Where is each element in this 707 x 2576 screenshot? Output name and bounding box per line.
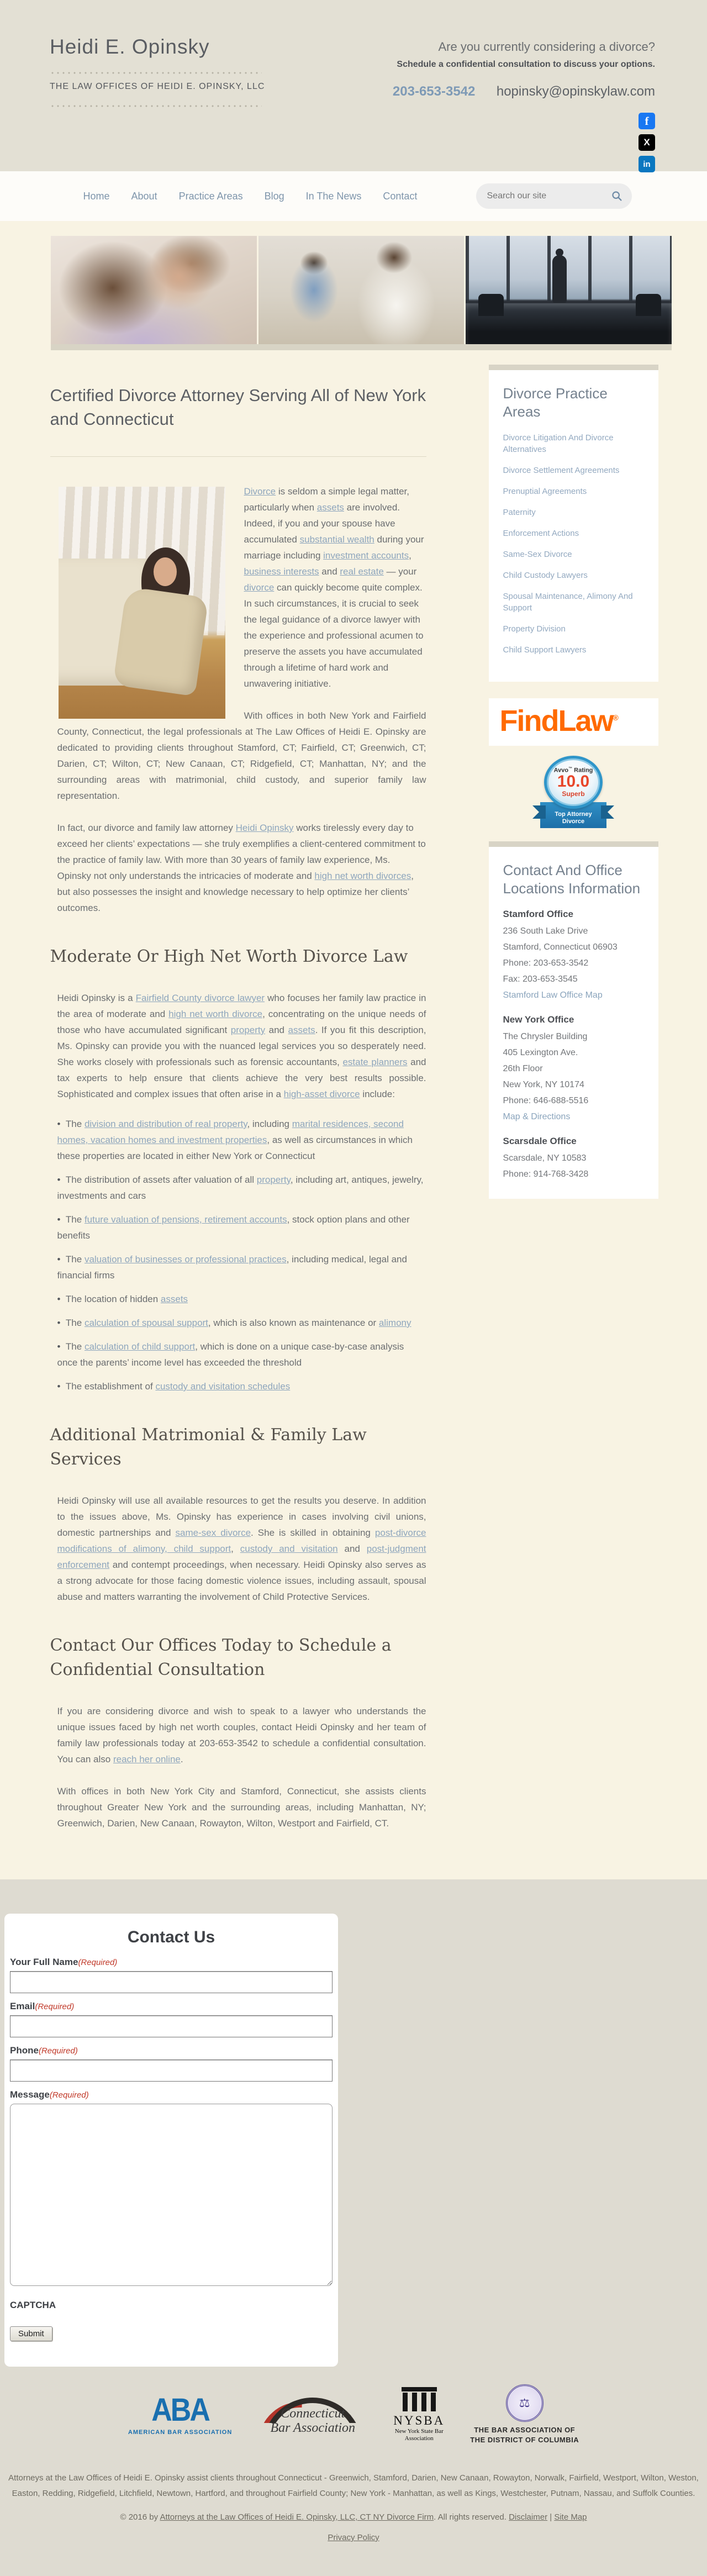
main-content-area	[0, 221, 707, 1879]
sidebar-item-spousal-maintenance[interactable]: Spousal Maintenance, Alimony And Support	[503, 592, 633, 613]
inline-link[interactable]: valuation of businesses or professional practices	[84, 1254, 287, 1265]
social-links	[393, 113, 655, 172]
contact-form-title: Contact Us	[127, 1928, 215, 1946]
page-title: Certified Divorce Attorney Serving All of New York and Connecticut	[50, 386, 426, 429]
office-new-york: New York Office The Chrysler Building 405 Lexington Ave. 26th Floor New York, NY 10174 Phone: 646-688-5516 Map & Directions	[503, 1014, 589, 1121]
dc-bar-badge: ⚖ THE BAR ASSOCIATION OF THE DISTRICT OF COLUMBIA	[470, 2384, 579, 2445]
stamford-map-link[interactable]: Stamford Law Office Map	[503, 991, 603, 1000]
brand-block	[50, 0, 265, 172]
footer-service-area-text: Attorneys at the Law Offices of Heidi E. Opinsky assist clients throughout Connecticut - Greenwich, Stamford, Darien, New Canaan, Rowayton, Norwalk, Fairfield, Westport, Wilton, Weston, Easton, Redding, Ridgefield, Litchfield, Newtown, Hartford, and throughout Fairfield County; New York - Manhattan, as well as Kings, Westchester, Putnam, Nassau, and Suffolk Counties.	[8, 2473, 699, 2498]
email-field[interactable]	[10, 2015, 333, 2037]
nav-item-contact[interactable]: Contact	[383, 190, 418, 202]
search-icon[interactable]	[611, 190, 623, 202]
service-locations-paragraph: With offices in both New York City and Stamford, Connecticut, she assists clients throughout Greater New York and the surrounding areas, including Manhattan, NY; Greenwich, Darien, New Canaan, Rowayton, Wilton, Westport and Fairfield, CT.	[57, 1786, 426, 1829]
practice-areas-title: Divorce Practice Areas	[503, 385, 608, 420]
inline-link[interactable]: real estate	[340, 566, 384, 577]
inline-link[interactable]: Disclaimer	[509, 2512, 548, 2522]
list-item: • The location of hidden assets	[57, 1291, 426, 1307]
sidebar-item-enforcement-actions[interactable]: Enforcement Actions	[503, 529, 579, 538]
list-item: • The valuation of businesses or professional practices, including medical, legal and financial firms	[57, 1251, 426, 1283]
inline-link[interactable]: assets	[316, 502, 344, 513]
full-name-field[interactable]	[10, 1971, 333, 1993]
submit-button[interactable]: Submit	[10, 2326, 52, 2341]
header-tagline-sub: Schedule a confidential consultation to discuss your options.	[397, 60, 655, 69]
inline-link[interactable]: reach her online	[113, 1754, 181, 1764]
article-column	[49, 365, 426, 1847]
sidebar-item-child-support[interactable]: Child Support Lawyers	[503, 645, 587, 655]
phone-field[interactable]	[10, 2059, 333, 2082]
site-logo: Heidi E. Opinsky	[50, 35, 210, 58]
connecticut-bar-badge: Connecticut Bar Association	[257, 2394, 368, 2435]
inline-link[interactable]: divorce	[244, 582, 275, 593]
office-locations-box	[489, 841, 658, 1199]
inline-link[interactable]: post-judgment enforcement	[57, 1544, 426, 1570]
search-input[interactable]	[487, 191, 611, 201]
inline-link[interactable]: high-asset divorce	[283, 1089, 360, 1099]
hero-photo-couple	[258, 236, 465, 344]
offices-paragraph: With offices in both New York and Fairfield County, Connecticut, the legal professionals at The Law Offices of Heidi E. Opinsky are dedicated to providing clients throughout Stamford, CT; Fairfield, CT; Greenwich, CT; Darien, CT; Wilton, CT; New Canaan, CT; Ridgefield, CT; Manhattan, NY; and the surrounding areas with matrimonial, child custody, and superior family law representation.	[57, 710, 426, 801]
sidebar	[489, 365, 658, 1199]
sidebar-item-same-sex-divorce[interactable]: Same-Sex Divorce	[503, 550, 572, 559]
intro-paragraph: Divorce is seldom a simple legal matter, particularly when assets are involved. Indeed, if you and your spouse have accumulated substantial wealth during your marriage including investment accounts, business interests and real estate — your divorce can quickly become quite complex. In such circumstances, it is crucial to seek the legal guidance of a divorce lawyer with the experience and professional acumen to preserve the assets you have accumulated through a lifetime of hard work and unwavering initiative.	[244, 486, 424, 689]
site-logo-subtitle: THE LAW OFFICES OF HEIDI E. OPINSKY, LLC	[50, 82, 265, 91]
title-divider	[50, 456, 426, 457]
high-asset-issues-list	[57, 1116, 426, 1394]
email-label: Email	[10, 2001, 35, 2011]
office-stamford: Stamford Office 236 South Lake Drive Stamford, Connecticut 06903 Phone: 203-653-3542 Fax: 203-653-3545 Stamford Law Office Map	[503, 909, 618, 1000]
list-item: • The calculation of spousal support, which is also known as maintenance or alimony	[57, 1315, 426, 1331]
inline-link[interactable]: calculation of child support	[84, 1341, 196, 1352]
nav-item-home[interactable]: Home	[83, 190, 110, 202]
bar-association-badges	[0, 2384, 707, 2445]
inline-link[interactable]: post-divorce modifications of alimony, child support	[57, 1527, 426, 1554]
inline-link[interactable]: assets	[160, 1294, 188, 1304]
linkedin-icon[interactable]: in	[639, 156, 655, 172]
full-name-label: Your Full Name	[10, 1957, 78, 1967]
inline-link[interactable]: division and distribution of real property	[84, 1119, 247, 1129]
inline-link[interactable]: same-sex divorce	[175, 1527, 251, 1538]
practice-areas-box	[489, 365, 658, 682]
inline-link[interactable]: property	[256, 1174, 291, 1185]
aba-badge: ABA AMERICAN BAR ASSOCIATION	[128, 2392, 233, 2436]
message-field[interactable]	[10, 2104, 333, 2286]
x-twitter-icon[interactable]: X	[639, 134, 655, 151]
main-nav	[0, 171, 707, 221]
sidebar-item-child-custody[interactable]: Child Custody Lawyers	[503, 571, 588, 580]
inline-link[interactable]: custody and visitation	[240, 1544, 338, 1554]
avvo-grade: Superb	[562, 790, 585, 798]
nav-item-practice-areas[interactable]: Practice Areas	[178, 190, 243, 202]
site-header	[0, 0, 707, 171]
sidebar-item-paternity[interactable]: Paternity	[503, 508, 536, 517]
inline-link[interactable]: marital residences, second homes, vacation homes and investment properties	[57, 1119, 404, 1145]
inline-link[interactable]: assets	[288, 1025, 315, 1035]
inline-link[interactable]: Divorce	[244, 486, 276, 497]
captcha-label: CAPTCHA	[10, 2300, 56, 2310]
consultation-paragraph: If you are considering divorce and wish to speak to a lawyer who understands the unique issues faced by high net worth couples, contact Heidi Opinsky and her team of family law professionals today at 203-653-3542 to schedule a confidential consultation. You can also reach her online.	[57, 1706, 426, 1764]
site-search	[476, 183, 632, 209]
attorney-paragraph: In fact, our divorce and family law attorney Heidi Opinsky works tirelessly every day to exceed her clients’ expectations — she truly exemplifies a client-centered commitment to the practice of family law. With more than 30 years of family law experience, Ms. Opinsky not only understands the intricacies of moderate and high net worth divorces, but also possesses the insight and knowledge necessary to help optimize her clients’ outcomes.	[57, 823, 426, 913]
phone-label: Phone	[10, 2045, 39, 2056]
inline-link[interactable]: Site Map	[554, 2512, 587, 2522]
nav-item-about[interactable]: About	[131, 190, 157, 202]
inline-link[interactable]: future valuation of pensions, retirement accounts	[84, 1214, 287, 1225]
message-label: Message	[10, 2089, 50, 2100]
inline-link[interactable]: Attorneys at the Law Offices of Heidi E. Opinsky, LLC, CT NY Divorce Firm	[160, 2512, 434, 2522]
inline-link[interactable]: high net worth divorces	[314, 871, 411, 881]
list-item: • The calculation of child support, which is done on a unique case-by-case analysis once the parents’ income level has exceeded the threshold	[57, 1339, 426, 1371]
sidebar-item-property-division[interactable]: Property Division	[503, 624, 566, 634]
avvo-rating-badge[interactable]: Avvo™ Rating 10.0 Superb Top Attorney Divorce	[540, 756, 606, 828]
list-item: • The future valuation of pensions, retirement accounts, stock option plans and other benefits	[57, 1211, 426, 1244]
dotted-divider	[50, 72, 262, 74]
inline-link[interactable]: business interests	[244, 566, 319, 577]
hero-shadow-strip	[51, 344, 672, 350]
inline-link[interactable]: calculation of spousal support	[84, 1318, 208, 1328]
inline-link[interactable]: alimony	[378, 1318, 411, 1328]
inline-link[interactable]: high net worth divorce	[168, 1009, 263, 1019]
hero-photo-boardroom-silhouette	[466, 236, 672, 344]
avvo-score: 10.0	[557, 772, 590, 791]
office-locations-title: Contact And Office Locations Information	[503, 862, 641, 897]
header-email-link[interactable]: hopinsky@opinskylaw.com	[496, 84, 655, 99]
inline-link[interactable]: investment accounts	[323, 550, 409, 561]
header-tagline: Are you currently considering a divorce?	[438, 40, 655, 54]
aba-logo-icon: ABA	[151, 2392, 209, 2429]
sidebar-item-prenuptial-agreements[interactable]: Prenuptial Agreements	[503, 487, 587, 496]
footer-copyright: © 2016 by Attorneys at the Law Offices of Heidi E. Opinsky, LLC, CT NY Divorce Firm. All rights reserved. Disclaimer | Site Map	[120, 2512, 587, 2522]
sidebar-item-divorce-litigation[interactable]: Divorce Litigation And Divorce Alternatives	[503, 433, 614, 454]
nysba-building-icon	[402, 2387, 437, 2411]
dotted-divider	[50, 105, 262, 107]
inline-link[interactable]: Fairfield County divorce lawyer	[135, 993, 265, 1003]
nav-item-blog[interactable]: Blog	[264, 190, 284, 202]
inline-link[interactable]: substantial wealth	[299, 534, 374, 545]
hero-strip	[51, 221, 672, 344]
header-phone-link[interactable]: 203-653-3542	[392, 84, 476, 99]
nysba-badge: NYSBA New York State Bar Association	[393, 2387, 445, 2442]
high-net-worth-paragraph: Heidi Opinsky is a Fairfield County divorce lawyer who focuses her family law practice in the area of moderate and high net worth divorce, concentrating on the unique needs of those who have accumulated significant property and assets. If you fit this description, Ms. Opinsky can provide you with the nuanced legal services you so desperately need. She works closely with professionals such as forensic accountants, estate planners and tax experts to help ensure that clients achieve the very best results possible. Sophisticated and complex issues that often arise in a high-asset divorce include:	[57, 993, 426, 1099]
contact-form: Contact Us Your Full Name(Required) Email(Required) Phone(Required) Message(Required) CAPTCHA Submit	[4, 1914, 338, 2367]
additional-services-paragraph: Heidi Opinsky will use all available resources to get the results you deserve. In addition to the issues above, Ms. Opinsky has experience in cases involving civil unions, domestic partnerships and same-sex divorce. She is skilled in obtaining post-divorce modifications of alimony, child support, custody and visitation and post-judgment enforcement and contempt proceedings, when necessary. Heidi Opinsky also serves as a strong advocate for those facing domestic violence issues, including assault, spousal abuse and matters warranting the involvement of Child Protective Services.	[57, 1495, 426, 1602]
list-item: • The establishment of custody and visitation schedules	[57, 1378, 426, 1394]
inline-link[interactable]: Heidi Opinsky	[235, 823, 294, 833]
inline-link[interactable]: custody and visitation schedules	[155, 1381, 291, 1392]
privacy-policy-link[interactable]: Privacy Policy	[328, 2533, 379, 2542]
findlaw-badge[interactable]: FindLaw®	[489, 698, 658, 746]
sidebar-item-settlement-agreements[interactable]: Divorce Settlement Agreements	[503, 466, 620, 475]
attorney-portrait-photo	[59, 487, 225, 719]
hero-photo-mother-daughter	[51, 236, 257, 344]
office-scarsdale: Scarsdale Office Scarsdale, NY 10583 Phone: 914-768-3428	[503, 1136, 589, 1179]
nav-item-in-the-news[interactable]: In The News	[305, 190, 362, 202]
footer-band	[0, 1879, 707, 2576]
dc-bar-seal-icon: ⚖	[506, 2384, 544, 2422]
section-heading-contact-offices: Contact Our Offices Today to Schedule a Confidential Consultation	[50, 1636, 392, 1679]
facebook-icon[interactable]: f	[639, 113, 655, 129]
new-york-map-link[interactable]: Map & Directions	[503, 1112, 571, 1121]
inline-link[interactable]: estate planners	[342, 1057, 408, 1067]
list-item: • The distribution of assets after valuation of all property, including art, antiques, jewelry, investments and cars	[57, 1172, 426, 1204]
section-heading-additional-services: Additional Matrimonial & Family Law Services	[50, 1425, 367, 1469]
list-item: • The division and distribution of real property, including marital residences, second homes, vacation homes and investment properties, as well as circumstances in which these properties are located in either New York or Connecticut	[57, 1116, 426, 1164]
section-heading-moderate-high-net-worth: Moderate Or High Net Worth Divorce Law	[50, 947, 408, 966]
inline-link[interactable]: property	[230, 1025, 266, 1035]
